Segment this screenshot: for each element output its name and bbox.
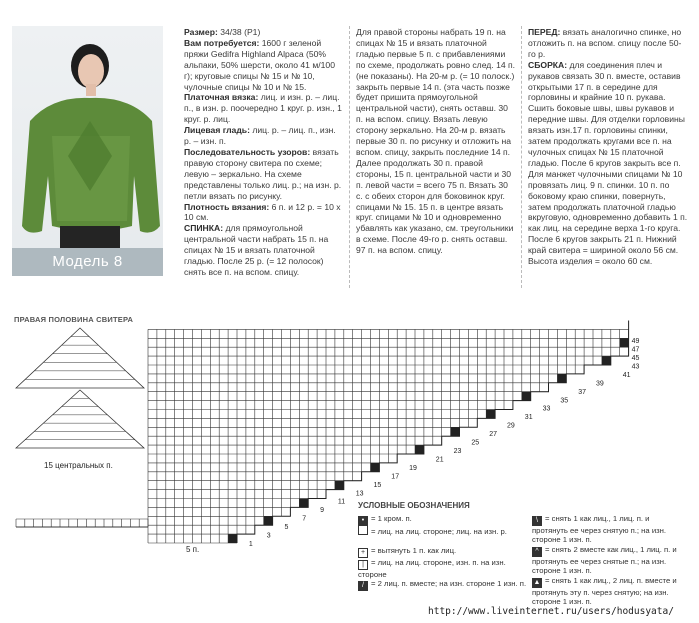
chart-grid [16, 321, 649, 546]
column-2-text: Для правой стороны набрать 19 п. на спицах № 15 и вязать платочной гладью первые 5 п. с прибавлениями по схеме, продолжать ровно след. 14 п. (не показаны). На 20-м р. (= 10 полоск.) закрыть первые 14 п. (эта часть позже будет пришита прямоугольной центральной части), снять оставш. 30 п. на вспом. спицу. Вязать левую сторону зеркально. На 20-м р. вязать первые 30 п. по рисунку и отложить на вспом. спицу, закрыть последние 14 п. Далее продолжать 30 п. правой стороны, 15 п. центральной части и 30 п. левой части = всего 75 п. Вязать 30 с. с обеих сторон для боковинок круг. спицами № 15. 15 п. в центре вязать круг. спицами № 10 и одновременно убавлять как указано, см. треугольники в схеме. После 49-го р. снять оставш. 97 п. на вспом. спицу. [356, 27, 516, 256]
legend-item: • = 1 кром. п. [358, 514, 528, 526]
legend-item: + = вытянуть 1 п. как лиц. [358, 546, 528, 558]
stitch2-label: Лицевая гладь: [184, 125, 250, 136]
row-number: 43 [631, 363, 640, 371]
row-number: 19 [409, 464, 417, 472]
gauge-label: Плотность вязания: [184, 201, 270, 212]
chart-title: ПРАВАЯ ПОЛОВИНА СВИТЕРА [14, 315, 134, 324]
five-stitches-label: 5 п. [186, 545, 200, 554]
stitch2-text: лиц. р. – лиц. п., изн. р. – изн. п. [184, 125, 336, 147]
row-number: 35 [560, 397, 569, 405]
increase-cell [228, 534, 237, 543]
triangle-diagram [16, 390, 144, 448]
row-number: 9 [320, 507, 325, 515]
row-number: 23 [453, 447, 462, 455]
row-number: 5 [284, 524, 289, 532]
row-number: 15 [373, 481, 382, 489]
row-number: 17 [391, 473, 400, 481]
triangle-diagram [16, 328, 144, 388]
model-photo [12, 26, 163, 276]
legend-item: ▲ = снять 1 как лиц., 2 лиц. п. вместе и протянуть эту п. через снятую; на изн. стороне 1 изн. п. [532, 576, 677, 607]
knit-icon [358, 525, 368, 535]
legend-item: ^ = снять 2 вместе как лиц., 1 лиц. п. и протянуть ее через снятые п.; на изн. стороне 1 изн. п. [532, 545, 677, 576]
increase-cell [451, 427, 460, 436]
materials-text: 1600 г зеленой пряжи Gedifra Highland Alpaca (50% альпаки, 50% шерсти, около 41 м/100 г); круговые спицы № 15 и № 10, чулочные спицы № 10 и № 15. [184, 37, 335, 92]
purl-icon: | [358, 560, 368, 570]
sequence-text: вязать правую сторону свитера по схеме; левую – зеркально. На схеме представлены только лиц. р.; на изн. р. петли вязать по рисунку. [184, 146, 342, 201]
increase-cell [415, 445, 424, 454]
row-number: 25 [471, 439, 480, 447]
assembly-text: для соединения плеч и рукавов связать 30 п. вместе, оставив открытыми 17 п. в середине для горловины и крайние 10 п. рукава. Сшить боковые швы, швы рукавов и передние швы. Для отделки горловины вязать изн.17 п. горловины спинки, затем продолжать кругами все п. на чулочных спицах № 15 платочной гладью. После 6 кругов закрыть все п. Для манжет чулочными спицами № 10 провязать лиц. 9 п. спинки. 10 п. по боковому краю спинки, повернуть, затем продолжать платочной гладью вкруговую, одновременно добавить 1 п. как лиц. на середине верха 1-го круга. После 6 кругов закрыть 21 п. Нижний край свитера = шириной около 56 см. Высота изделия = около 60 см. [528, 59, 688, 267]
legend-item: \ = снять 1 как лиц., 1 лиц. п. и протянуть ее через снятую п.; на изн. стороне 1 изн. п. [532, 514, 667, 545]
increase-cell [620, 338, 629, 347]
s2kp-icon: ^ [532, 547, 542, 557]
increase-cell [602, 356, 611, 365]
instructions-column-1 [184, 27, 344, 278]
row-number: 3 [266, 532, 271, 540]
increase-cell [264, 516, 273, 525]
row-number: 11 [337, 498, 346, 506]
sk2p-icon: ▲ [533, 579, 541, 586]
increase-cell [371, 463, 380, 472]
legend-item: = лиц. на лиц. стороне; лиц. на изн. р. [358, 525, 528, 536]
row-number: 41 [622, 371, 631, 379]
sequence-label: Последовательность узоров: [184, 146, 311, 157]
back-text: для прямоугольной центральной части набрать 15 п. на спицах № 15 и вязать платочной гладью. После 25 р. (= 12 полосок) снять все п. на вспом. спицу. [184, 223, 329, 277]
front-text: вязать аналогично спинке, но отложить п. на вспом. спицу после 50-го р. [528, 27, 682, 59]
legend-title: УСЛОВНЫЕ ОБОЗНАЧЕНИЯ [358, 501, 470, 510]
row-number: 33 [542, 405, 551, 413]
row-number: 27 [489, 431, 497, 439]
row-number: 1 [248, 541, 253, 548]
row-number: 7 [302, 515, 307, 523]
row-number: 39 [596, 380, 604, 388]
triangle-diagrams [16, 328, 144, 448]
stitch1-label: Платочная вязка: [184, 92, 259, 103]
legend-item: / = 2 лиц. п. вместе; на изн. стороне 1 изн. п. [358, 579, 528, 591]
instructions-column-2 [356, 27, 516, 256]
row-number: 21 [435, 456, 444, 464]
increase-cell [522, 392, 531, 401]
k2tog-icon: / [358, 581, 368, 591]
stitch1-text: лиц. и изн. р. – лиц. п., в изн. р. поочередно 1 круг. р. изн., 1 круг. р. лиц. [184, 92, 342, 125]
column-divider [349, 26, 350, 288]
assembly-label: СБОРКА: [528, 59, 568, 70]
front-label: ПЕРЕД: [528, 27, 561, 37]
size-text: 34/38 (Р1) [217, 27, 261, 37]
column-divider [521, 26, 522, 288]
pull-up-icon: + [358, 548, 368, 558]
materials-label: Вам потребуется: [184, 37, 260, 48]
back-label: СПИНКА: [184, 223, 224, 234]
row-number: 47 [631, 346, 640, 354]
increase-cell [335, 481, 344, 490]
row-number: 31 [524, 414, 533, 422]
edge-stitch-icon: • [358, 516, 368, 526]
photo-caption: Модель 8 [12, 248, 163, 276]
legend-item: | = лиц. на лиц. стороне, изн. п. на изн. стороне [358, 558, 506, 579]
row-number: 29 [507, 422, 515, 430]
skp-icon: \ [532, 516, 542, 526]
size-label: Размер: [184, 27, 218, 37]
gauge-text: 6 п. и 12 р. = 10 х 10 см. [184, 201, 341, 223]
increase-cell [557, 374, 566, 383]
instructions-column-3 [528, 27, 688, 267]
central-stitches-label: 15 центральных п. [44, 461, 113, 470]
increase-cell [299, 499, 308, 508]
source-url: http://www.liveinternet.ru/users/hodusyata/ [428, 606, 674, 617]
row-number: 45 [631, 354, 640, 362]
row-number: 13 [355, 490, 364, 498]
chart-mask [237, 321, 649, 546]
row-number: 49 [631, 338, 640, 346]
increase-cell [486, 410, 495, 419]
row-number: 37 [578, 388, 586, 396]
model-figure [12, 26, 163, 276]
